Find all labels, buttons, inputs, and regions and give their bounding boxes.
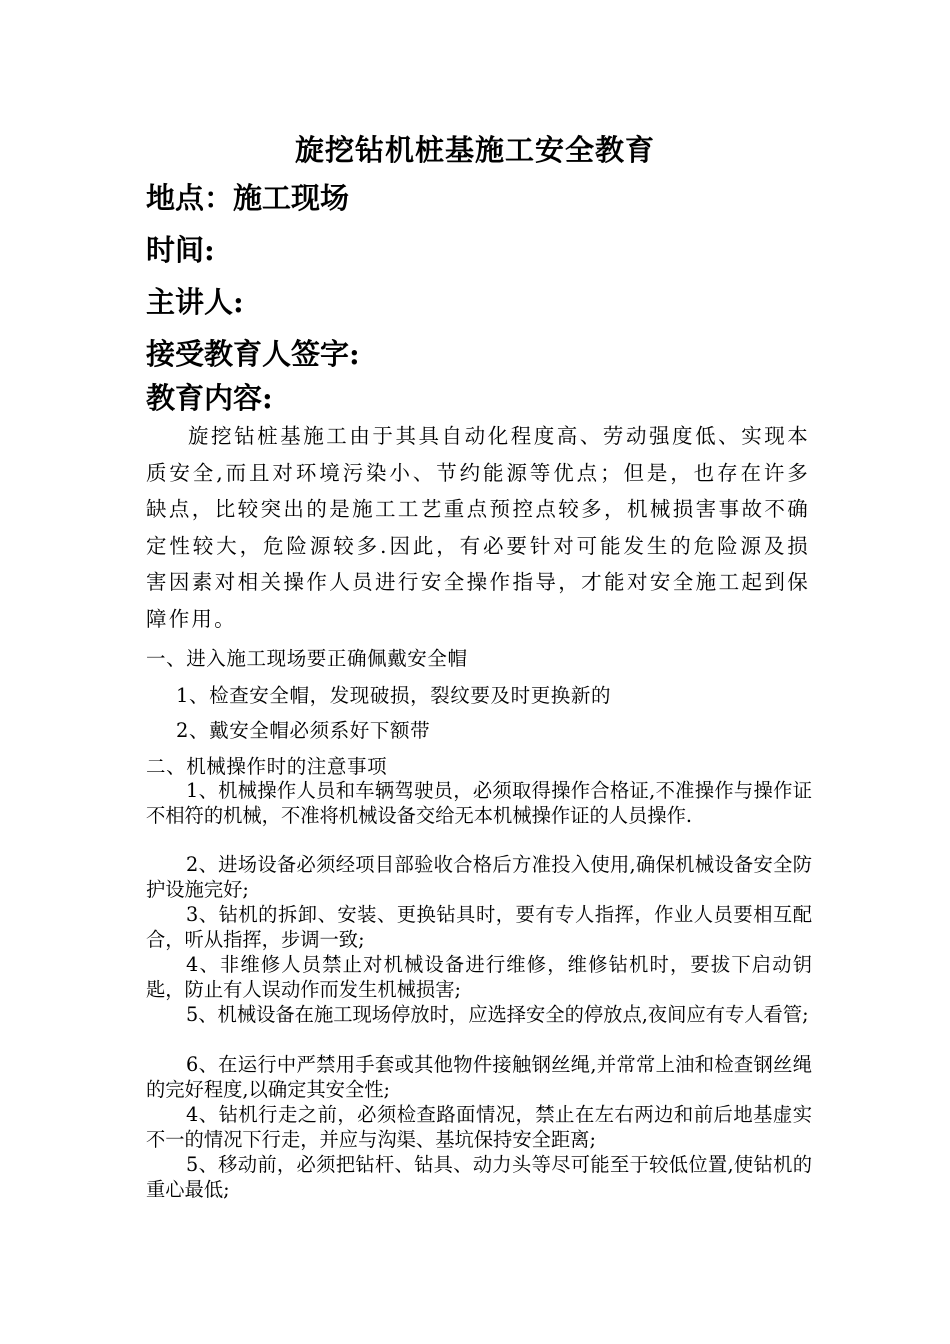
section-2-item-5 (146, 1003, 812, 1028)
section-2-item-text: 5、机械设备在施工现场停放时，应选择安全的停放点,夜间应有专人看管; (186, 1003, 809, 1026)
section-2-heading: 二、机械操作时的注意事项 (146, 755, 388, 778)
section-2-item-text: 2、进场设备必须经项目部验收合格后方准投入使用,确保机械设备安全防护设施完好; (146, 853, 812, 901)
section-2-item-text: 4、钻机行走之前，必须检查路面情况，禁止在左右两边和前后地基虚实不一的情况下行走，并应与沟渠、基坑保持安全距离; (146, 1103, 812, 1151)
section-2-item-4 (146, 953, 812, 1002)
document-title: 旋挖钻机桩基施工安全教育 (294, 133, 655, 167)
signature-field: 接受教育人签字: (146, 337, 360, 371)
section-1-item-2: 2、戴安全帽必须系好下额带 (176, 719, 431, 742)
section-2-item-text: 1、机械操作人员和车辆驾驶员，必须取得操作合格证,不准操作与操作证不相符的机械，不准将机械设备交给无本机械操作证的人员操作. (146, 779, 812, 827)
speaker-field: 主讲人: (146, 285, 244, 319)
content-heading: 教育内容: (146, 381, 273, 415)
section-2-item-6 (146, 1053, 812, 1102)
intro-paragraph (146, 418, 810, 638)
section-2-item-text: 6、在运行中严禁用手套或其他物件接触钢丝绳,并常常上油和检查钢丝绳的完好程度,以确定其安全性; (146, 1053, 812, 1101)
section-2-item-text: 3、钻机的拆卸、安装、更换钻具时，要有专人指挥，作业人员要相互配合，听从指挥，步调一致; (146, 903, 812, 951)
section-2-item-8 (146, 1153, 812, 1202)
section-2-item-7 (146, 1103, 812, 1152)
section-1-heading: 一、进入施工现场要正确佩戴安全帽 (146, 647, 468, 670)
intro-text: 旋挖钻桩基施工由于其具自动化程度高、劳动强度低、实现本质安全,而且对环境污染小、节约能源等优点；但是，也存在许多缺点，比较突出的是施工工艺重点预控点较多，机械损害事故不确定性较大，危险源较多.因此，有必要针对可能发生的危险源及损害因素对相关操作人员进行安全操作指导，才能对安全施工起到保障作用。 (146, 424, 810, 631)
section-2-item-text: 4、非维修人员禁止对机械设备进行维修，维修钻机时，要拔下启动钥匙，防止有人误动作而发生机械损害; (146, 953, 812, 1001)
section-1-item-1: 1、检查安全帽，发现破损，裂纹要及时更换新的 (176, 684, 612, 707)
location-field: 地点：施工现场 (146, 181, 350, 215)
time-field: 时间: (146, 233, 215, 267)
section-2-item-text: 5、移动前，必须把钻杆、钻具、动力头等尽可能至于较低位置,使钻机的重心最低; (146, 1153, 812, 1201)
section-2-item-3 (146, 903, 812, 952)
section-2-item-2 (146, 853, 812, 902)
section-2-item-1 (146, 779, 812, 828)
